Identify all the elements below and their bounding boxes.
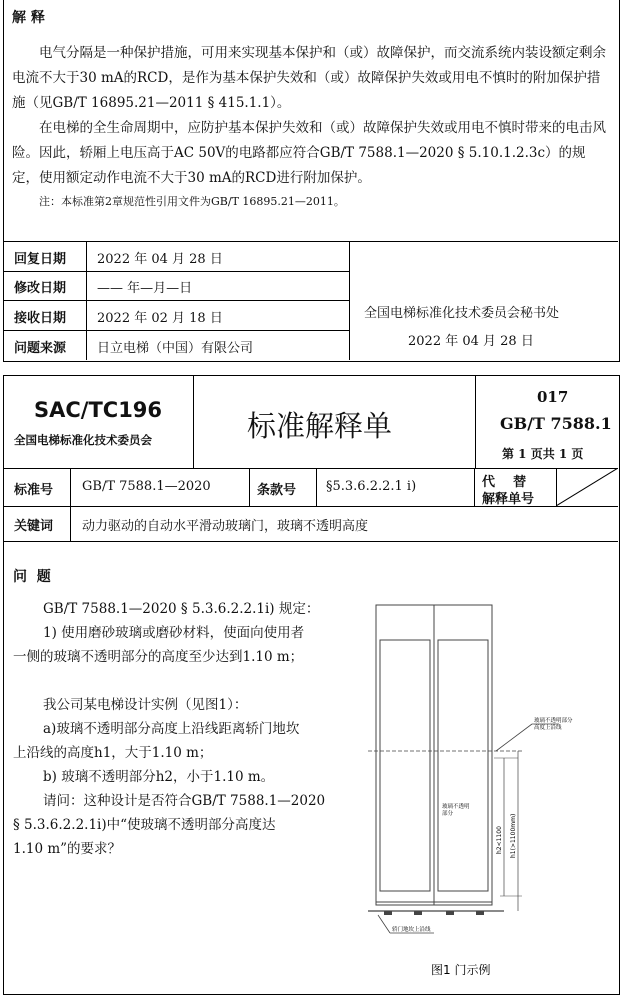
figure-label-mid-2: 部分	[442, 811, 454, 817]
figure-label-sill: 轿门地坎上沿线	[392, 927, 431, 933]
sheet-2	[3, 375, 620, 995]
meta-table	[4, 241, 618, 362]
reply-date-value: 2022 年 04 月 28 日	[97, 252, 223, 267]
door-figure	[354, 596, 618, 996]
question-line: 请问：这种设计是否符合GB/T 7588.1—2020	[43, 793, 326, 809]
question-body	[13, 597, 358, 861]
clause-value: §5.3.6.2.2.1 i)	[326, 479, 417, 494]
question-line: GB/T 7588.1—2020 § 5.3.6.2.2.1i) 规定：	[43, 601, 320, 617]
question-line: 一侧的玻璃不透明部分的高度至少达到1.10 m；	[13, 649, 304, 665]
question-line: b) 玻璃不透明部分h2，小于1.10 m。	[43, 769, 275, 785]
modify-date-value: —— 年—月—日	[97, 281, 193, 296]
reply-date-label: 回复日期	[14, 252, 67, 267]
figure-dim-h2: h2<1100	[496, 826, 503, 854]
clause-label: 条款号	[257, 483, 297, 498]
replace-label-2: 解释单号	[482, 492, 535, 507]
secretariat-date: 2022 年 04 月 28 日	[408, 334, 534, 349]
figure-label-top: 玻璃不透明部分	[534, 718, 573, 724]
figure-label-mid: 玻璃不透明	[442, 804, 470, 810]
standard-code: GB/T 7588.1	[500, 414, 612, 433]
keyword-label: 关键词	[14, 519, 54, 534]
serial-number: 017	[537, 388, 569, 406]
standard-label: 标准号	[14, 483, 54, 498]
doc-title: 标准解释单	[247, 409, 393, 443]
question-line	[13, 669, 358, 693]
empty-cell-diagonal	[556, 468, 618, 506]
question-heading: 问 题	[13, 569, 51, 585]
keyword-value: 动力驱动的自动水平滑动玻璃门，玻璃不透明高度	[82, 519, 369, 534]
explanation-body	[12, 41, 612, 213]
source-label: 问题来源	[14, 341, 67, 356]
page-info: 第 1 页共 1 页	[502, 447, 584, 461]
sheet-1	[3, 0, 620, 362]
receive-date-value: 2022 年 02 月 18 日	[97, 311, 223, 326]
header-row	[4, 376, 618, 469]
explain-note: 注：本标准第2章规范性引用文件为GB/T 16895.21—2011。	[39, 195, 345, 208]
question-line: a)玻璃不透明部分高度上沿线距离轿门地坎	[43, 721, 300, 737]
standard-row	[4, 468, 618, 507]
explain-paragraph-1: 电气分隔是一种保护措施，可用来实现基本保护和（或）故障保护，而交流系统内装设额定剩余电流不大于30 mA的RCD，是作为基本保护失效和（或）故障保护失效或用电不慎时的附加保护措施（见GB/T 16895.21—2011 § 415.1.1）。	[12, 45, 606, 111]
modify-date-label: 修改日期	[14, 281, 67, 296]
question-line: 我公司某电梯设计实例（见图1）：	[43, 697, 248, 713]
figure-dim-h1: h1(>1100mm)	[510, 813, 517, 858]
secretariat-name: 全国电梯标准化技术委员会秘书处	[364, 306, 560, 321]
replace-label-1: 代 替	[482, 475, 527, 490]
keyword-row	[4, 506, 618, 542]
figure-caption: 图1 门示例	[431, 963, 491, 977]
source-value: 日立电梯（中国）有限公司	[97, 341, 254, 356]
org-name: 全国电梯标准化技术委员会	[14, 433, 152, 447]
receive-date-label: 接收日期	[14, 311, 67, 326]
org-code: SAC/TC196	[34, 398, 163, 422]
question-line: § 5.3.6.2.2.1i)中“使玻璃不透明部分高度达	[13, 817, 276, 833]
explain-paragraph-2: 在电梯的全生命周期中，应防护基本保护失效和（或）故障保护失效或用电不慎时带来的电击风险。因此，轿厢上电压高于AC 50V的电路都应符合GB/T 7588.1—2020 § 5.10.1.2.3c）的规定，使用额定动作电流不大于30 mA的RCD进行附加保护。	[12, 120, 606, 186]
explain-heading: 解 释	[12, 10, 45, 26]
figure-label-top-2: 高度上沿线	[534, 725, 562, 731]
question-line: 1) 使用磨砂玻璃或磨砂材料，使面向使用者	[43, 625, 305, 641]
question-line: 上沿线的高度h1，大于1.10 m；	[13, 745, 213, 761]
question-line: 1.10 m”的要求？	[13, 841, 122, 857]
standard-value: GB/T 7588.1—2020	[82, 479, 211, 494]
